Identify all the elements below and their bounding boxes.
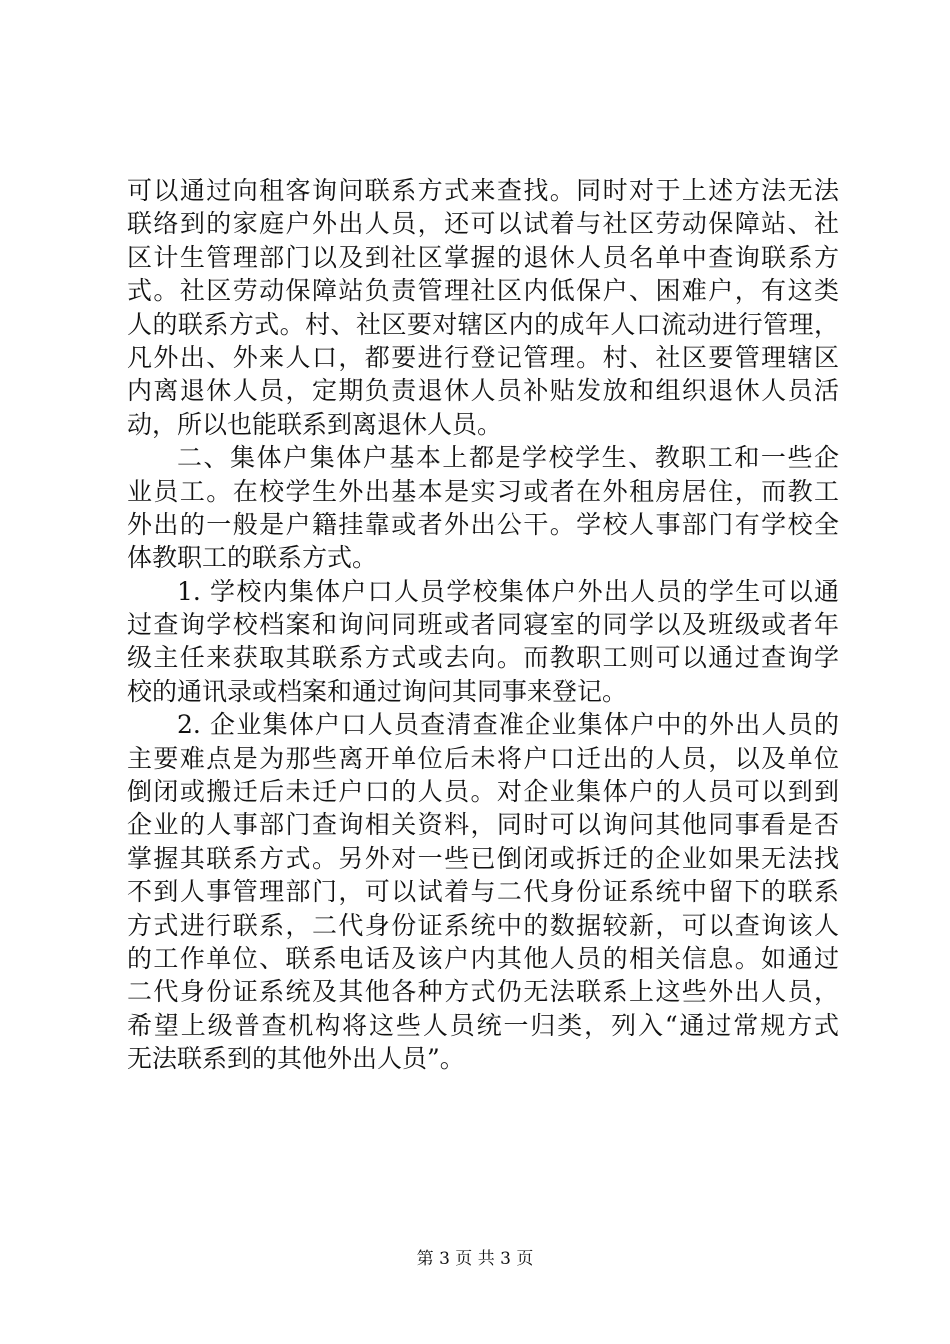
text-line: 人的联系方式。村、社区要对辖区内的成年人口流动进行管理， xyxy=(127,309,839,339)
text-line: 2. 企业集体户口人员查清查准企业集体户中的外出人员的 xyxy=(177,710,839,740)
text-line: 校的通讯录或档案和通过询问其同事来登记。 xyxy=(127,676,628,706)
text-line: 方式进行联系，二代身份证系统中的数据较新，可以查询该人 xyxy=(127,910,839,940)
text-line: 的工作单位、联系电话及该户内其他人员的相关信息。如通过 xyxy=(127,943,839,973)
text-line: 过查询学校档案和询问同班或者同寝室的同学以及班级或者年 xyxy=(127,610,839,640)
text-line: 可以通过向租客询问联系方式来查找。同时对于上述方法无法 xyxy=(127,176,839,205)
text-line: 倒闭或搬迁后未迁户口的人员。对企业集体户的人员可以到到 xyxy=(127,777,839,807)
text-line: 内离退休人员，定期负责退休人员补贴发放和组织退休人员活 xyxy=(127,376,839,406)
text-line: 主要难点是为那些离开单位后未将户口迁出的人员，以及单位 xyxy=(127,743,839,773)
text-line: 无法联系到的其他外出人员”。 xyxy=(127,1044,465,1074)
text-line: 联络到的家庭户外出人员，还可以试着与社区劳动保障站、社 xyxy=(127,209,839,239)
text-line: 1. 学校内集体户口人员学校集体户外出人员的学生可以通 xyxy=(177,576,839,606)
text-line: 不到人事管理部门，可以试着与二代身份证系统中留下的联系 xyxy=(127,877,839,907)
text-line: 动，所以也能联系到离退休人员。 xyxy=(127,409,503,439)
text-line: 外出的一般是户籍挂靠或者外出公干。学校人事部门有学校全 xyxy=(127,509,839,539)
text-line: 二代身份证系统及其他各种方式仍无法联系上这些外出人员， xyxy=(127,977,839,1007)
page-footer xyxy=(0,1244,950,1269)
text-line: 业员工。在校学生外出基本是实习或者在外租房居住，而教工 xyxy=(127,476,839,506)
text-line: 区计生管理部门以及到社区掌握的退休人员名单中查询联系方 xyxy=(127,242,839,272)
page-number-label: 第 3 页 共 3 页 xyxy=(416,1249,534,1269)
text-line: 掌握其联系方式。另外对一些已倒闭或拆迁的企业如果无法找 xyxy=(127,843,839,873)
text-line: 体教职工的联系方式。 xyxy=(127,543,378,573)
text-line: 二、集体户集体户基本上都是学校学生、教职工和一些企 xyxy=(177,443,839,473)
text-line: 级主任来获取其联系方式或去向。而教职工则可以通过查询学 xyxy=(127,643,839,673)
body-text xyxy=(127,174,839,1076)
text-line: 式。社区劳动保障站负责管理社区内低保户、困难户，有这类 xyxy=(127,276,839,306)
text-line: 希望上级普查机构将这些人员统一归类，列入“通过常规方式 xyxy=(127,1010,839,1040)
text-line: 凡外出、外来人口，都要进行登记管理。村、社区要管理辖区 xyxy=(127,342,839,372)
text-line: 企业的人事部门查询相关资料，同时可以询问其他同事看是否 xyxy=(127,810,839,840)
